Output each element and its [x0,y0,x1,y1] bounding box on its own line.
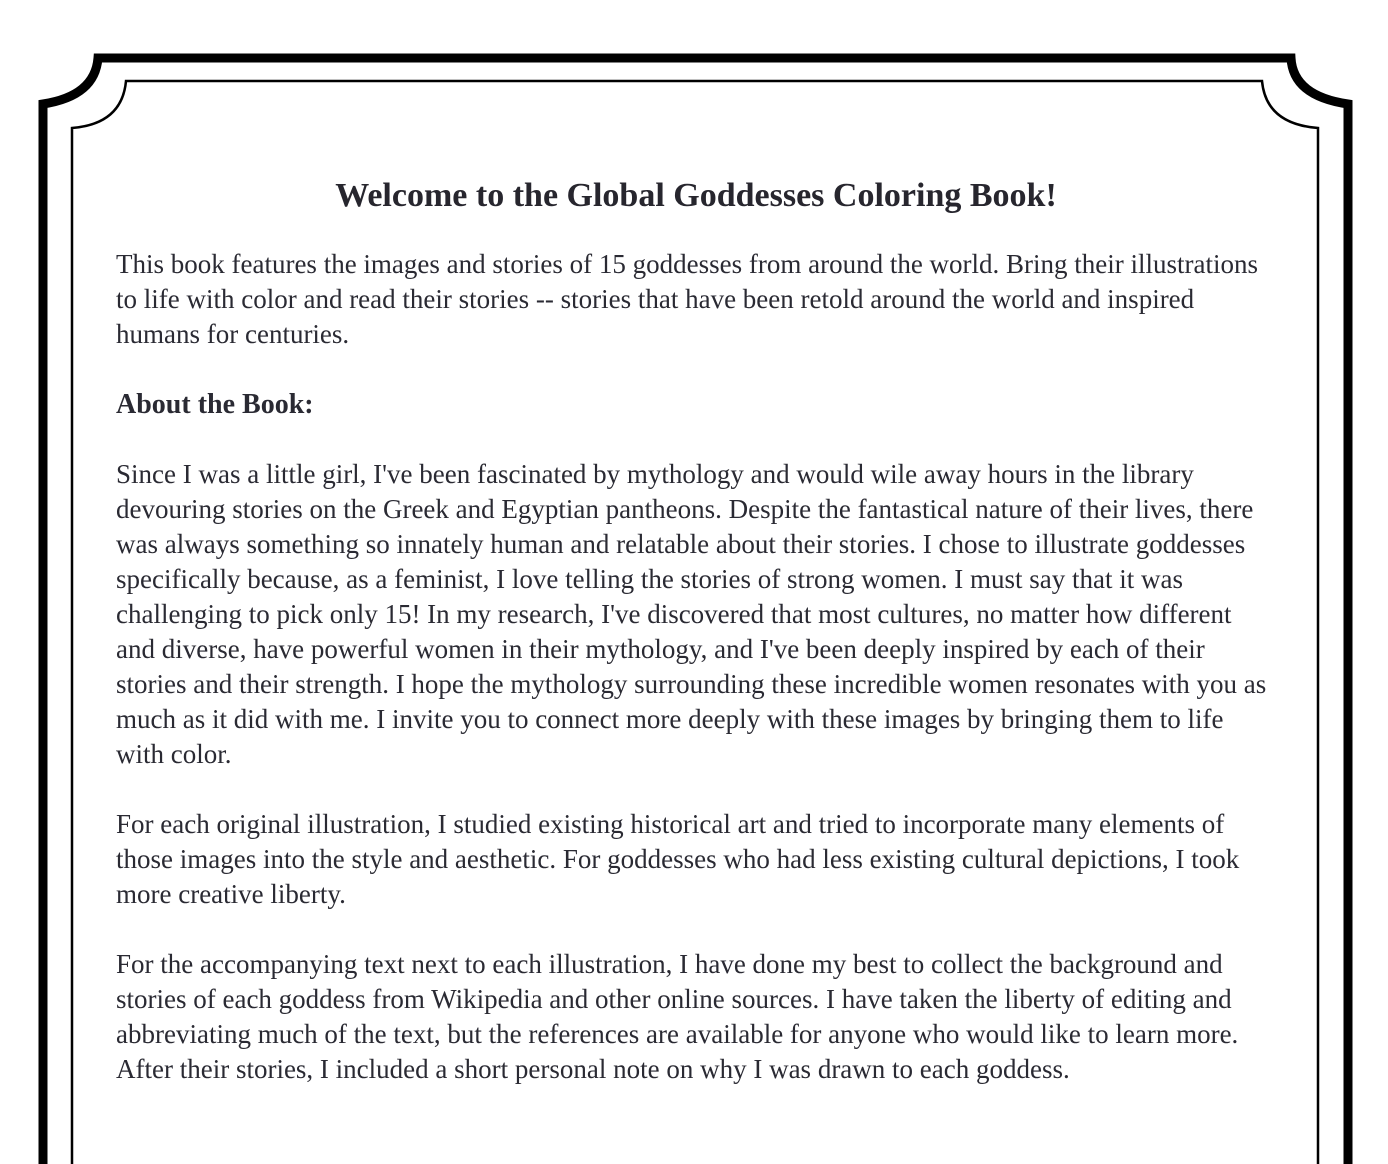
document-body [116,170,1276,1122]
page-title: Welcome to the Global Goddesses Coloring Book! [335,177,1057,214]
intro-paragraph: This book features the images and stories of 15 goddesses from around the world. Bring their illustrations to life with color and read their stories -- stories that have been retold around the world and inspired humans for centuries. [116,249,1259,349]
about-paragraph-2: For each original illustration, I studied existing historical art and tried to incorporate many elements of those images into the style and aesthetic. For goddesses who had less existing cultural depictions, I took more creative liberty. [116,809,1240,909]
section-heading-about: About the Book: [116,389,314,420]
about-paragraph-3: For the accompanying text next to each illustration, I have done my best to collect the background and stories of each goddess from Wikipedia and other online sources. I have taken the liberty of editing and abbreviating much of the text, but the references are available for anyone who would like to learn more. After their stories, I included a short personal note on why I was drawn to each goddess. [116,949,1239,1084]
about-paragraph-1: Since I was a little girl, I've been fascinated by mythology and would wile away hours in the library devouring stories on the Greek and Egyptian pantheons. Despite the fantastical nature of their lives, there was always something so innately human and relatable about their stories. I chose to illustrate goddesses specifically because, as a feminist, I love telling the stories of strong women. I must say that it was challenging to pick only 15! In my research, I've discovered that most cultures, no matter how different and diverse, have powerful women in their mythology, and I've been deeply inspired by each of their stories and their strength. I hope the mythology surrounding these incredible women resonates with you as much as it did with me. I invite you to connect more deeply with these images by bringing them to life with color. [116,459,1267,769]
